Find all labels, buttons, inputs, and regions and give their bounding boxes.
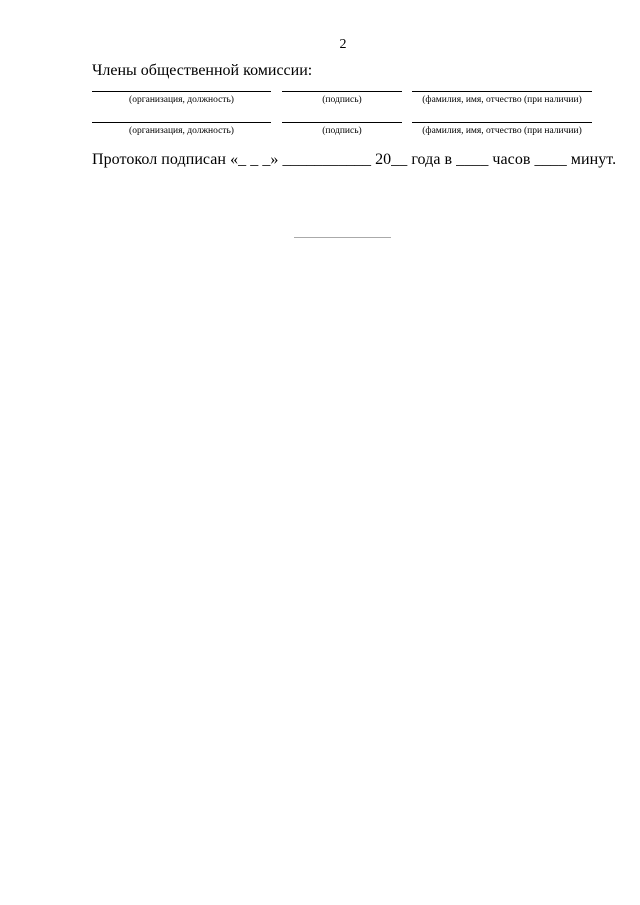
signature-blank-line	[282, 122, 402, 123]
signature-row	[92, 91, 592, 111]
signature-field	[282, 91, 402, 111]
organization-position-caption: (организация, должность)	[129, 95, 234, 105]
page-number: 2	[339, 37, 347, 52]
signature-row	[92, 122, 592, 142]
signature-blank-line	[92, 122, 271, 123]
signature-caption: (подпись)	[322, 126, 362, 136]
organization-position-field	[92, 91, 271, 111]
full-name-caption: (фамилия, имя, отчество (при наличии)	[422, 126, 582, 136]
end-of-document-rule	[294, 237, 391, 238]
full-name-field	[412, 122, 592, 142]
signature-blank-line	[92, 91, 271, 92]
signature-blank-line	[412, 91, 592, 92]
full-name-caption: (фамилия, имя, отчество (при наличии)	[422, 95, 582, 105]
full-name-field	[412, 91, 592, 111]
signature-blank-line	[282, 91, 402, 92]
signature-field	[282, 122, 402, 142]
signature-caption: (подпись)	[322, 95, 362, 105]
commission-members-heading: Члены общественной комиссии:	[92, 62, 313, 79]
organization-position-caption: (организация, должность)	[129, 126, 234, 136]
organization-position-field	[92, 122, 271, 142]
protocol-signed-line: Протокол подписан «_ _ _» ___________ 20__ года в ____ часов ____ минут.	[92, 151, 617, 168]
signature-blank-line	[412, 122, 592, 123]
